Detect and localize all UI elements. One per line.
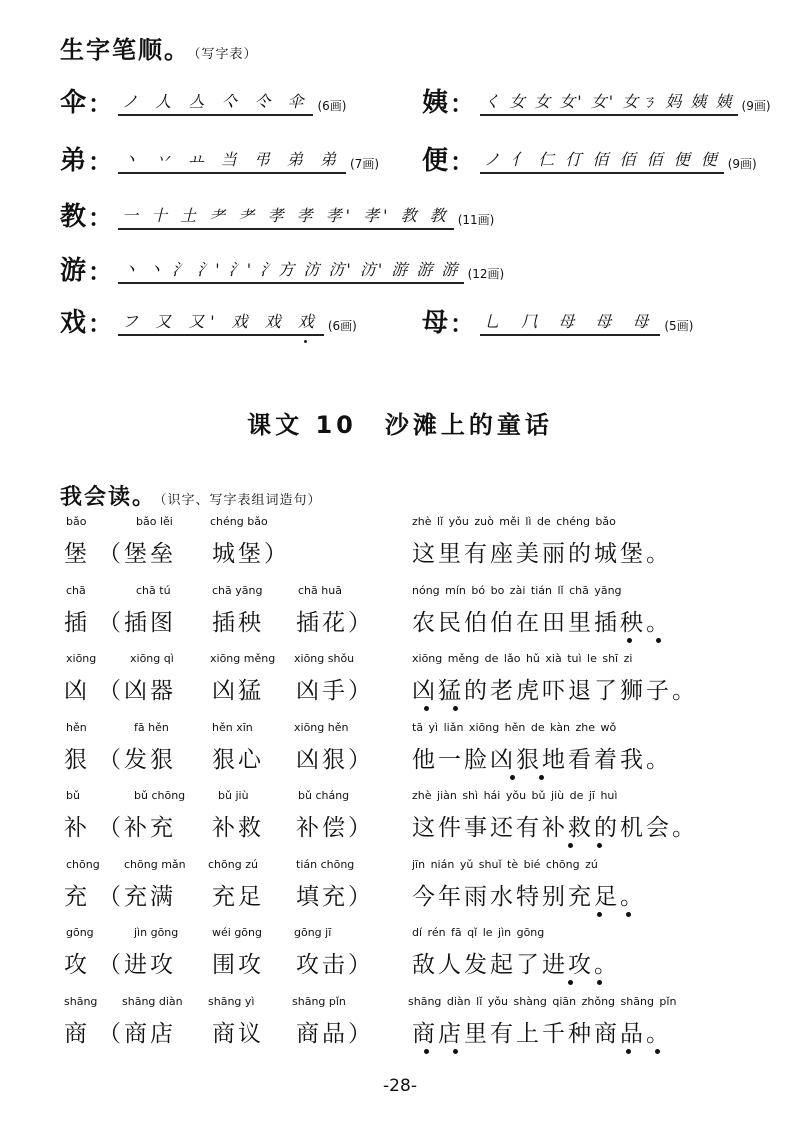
char-pinyin: shāng <box>64 995 98 1008</box>
sentence: 他一脸凶狠地看着我。 <box>412 747 672 773</box>
stroke-sequence: 乚 𠘨 母 母 母 <box>480 313 660 336</box>
colon: ： <box>88 204 113 232</box>
word-pinyin: shāng diàn <box>122 995 183 1008</box>
emphasis-dot <box>597 980 602 985</box>
reading-row <box>0 584 800 644</box>
colon: ： <box>450 148 475 176</box>
char: 狠 <box>64 747 90 773</box>
emphasis-dot <box>655 1049 660 1054</box>
word: （插图 <box>98 610 176 636</box>
emphasis-dot <box>597 912 602 917</box>
stroke-sequence: 丶 丶 氵 氵' 氵' 氵方 汸 汸' 汸' 游 游 游 <box>118 261 464 284</box>
word-pinyin: bǎo lěi <box>136 515 173 528</box>
emphasis-dot <box>597 843 602 848</box>
stroke-entry <box>60 190 494 230</box>
stroke-char: 伞 <box>60 88 87 118</box>
sentence-pinyin: shāng diàn lǐ yǒu shàng qiān zhǒng shāng pǐn <box>408 995 677 1008</box>
stroke-order-heading <box>60 30 258 65</box>
colon: ： <box>450 90 475 118</box>
colon: ： <box>88 148 113 176</box>
reading-row <box>0 926 800 986</box>
char: 充 <box>64 884 90 910</box>
word-pinyin: chā yāng <box>212 584 263 597</box>
emphasis-dot <box>626 1049 631 1054</box>
stroke-count: (9画) <box>727 157 757 171</box>
word: 凶狠） <box>296 747 374 773</box>
stroke-entry <box>60 296 357 336</box>
stroke-char: 教 <box>60 202 87 232</box>
word: 插秧 <box>212 610 264 636</box>
stroke-sequence: フ 又 又' 戏 戏 戏 <box>118 313 324 336</box>
word: （补充 <box>98 815 176 841</box>
stroke-char: 姨 <box>422 88 449 118</box>
word-pinyin: chā tú <box>136 584 171 597</box>
word: 攻击） <box>296 952 374 978</box>
emphasis-dot <box>539 775 544 780</box>
reading-row <box>0 858 800 918</box>
emphasis-dot <box>453 706 458 711</box>
stroke-sequence: 丶 丷 ㅛ 当 弔 弟 弟 <box>118 151 346 174</box>
word-pinyin: xiōng měng <box>210 652 276 665</box>
word-pinyin: shāng pǐn <box>292 995 346 1008</box>
sentence-pinyin: dí rén fā qǐ le jìn gōng <box>412 926 545 939</box>
reading-note: （识字、写字表组词造句） <box>160 493 322 508</box>
stroke-entry <box>60 134 379 174</box>
stroke-count: (6画) <box>317 99 347 113</box>
sentence: 敌人发起了进攻。 <box>412 952 620 978</box>
emphasis-dot <box>510 775 515 780</box>
word-pinyin: shāng yì <box>208 995 255 1008</box>
word-pinyin: fā hěn <box>134 721 169 734</box>
word-pinyin: xiōng qì <box>130 652 174 665</box>
scan-speck <box>304 340 307 343</box>
char-pinyin: chā <box>66 584 86 597</box>
emphasis-dot <box>568 980 573 985</box>
stroke-entry <box>60 76 346 116</box>
stroke-entry <box>422 296 693 336</box>
emphasis-dot <box>626 912 631 917</box>
word: 凶手） <box>296 678 374 704</box>
stroke-char: 便 <box>422 146 449 176</box>
word-pinyin: bǔ cháng <box>298 789 350 802</box>
char-pinyin: xiōng <box>66 652 97 665</box>
stroke-char: 游 <box>60 256 87 286</box>
word-pinyin: wéi gōng <box>212 926 262 939</box>
emphasis-dot <box>453 1049 458 1054</box>
word-pinyin: chéng bǎo <box>210 515 268 528</box>
word: （充满 <box>98 884 176 910</box>
word: 商品） <box>296 1021 374 1047</box>
char-pinyin: bǎo <box>66 515 87 528</box>
word-pinyin: chā huā <box>298 584 342 597</box>
sentence-pinyin: xiōng měng de lǎo hǔ xià tuì le shī zi <box>412 652 633 665</box>
word-pinyin: gōng jī <box>294 926 332 939</box>
stroke-sequence: く 女 女 女' 女' 女ㄋ 妈 姨 姨 <box>480 93 738 116</box>
sentence-pinyin: zhè lǐ yǒu zuò měi lì de chéng bǎo <box>412 515 616 528</box>
stroke-count: (12画) <box>467 267 505 281</box>
word: 围攻 <box>212 952 264 978</box>
word: （进攻 <box>98 952 176 978</box>
char: 商 <box>64 1021 90 1047</box>
stroke-char: 母 <box>422 308 449 338</box>
word: （凶器 <box>98 678 176 704</box>
char: 攻 <box>64 952 90 978</box>
stroke-sequence: ノ 亻 仁 仃 佰 佰 佰 便 便 <box>480 151 724 174</box>
stroke-sequence: 一 十 土 耂 耂 孝 孝 孝' 孝' 教 教 <box>118 207 454 230</box>
char-pinyin: hěn <box>66 721 87 734</box>
char: 插 <box>64 610 90 636</box>
sentence: 这件事还有补救的机会。 <box>412 815 698 841</box>
sentence-pinyin: nóng mín bó bo zài tián lǐ chā yāng <box>412 584 622 597</box>
sentence: 农民伯伯在田里插秧。 <box>412 610 672 636</box>
stroke-count: (11画) <box>457 213 495 227</box>
stroke-entry <box>422 76 771 116</box>
word: 商议 <box>212 1021 264 1047</box>
stroke-char: 弟 <box>60 146 87 176</box>
stroke-order-note: （写字表） <box>194 47 258 62</box>
reading-row <box>0 515 800 575</box>
reading-row <box>0 652 800 712</box>
word: 补偿） <box>296 815 374 841</box>
lesson-title: 课文 10 沙滩上的童话 <box>247 411 553 439</box>
stroke-entry <box>60 244 504 284</box>
sentence-pinyin: jīn nián yǔ shuǐ tè bié chōng zú <box>412 858 598 871</box>
word-pinyin: xiōng shǒu <box>294 652 355 665</box>
word: 凶猛 <box>212 678 264 704</box>
word-pinyin: tián chōng <box>296 858 355 871</box>
stroke-count: (9画) <box>741 99 771 113</box>
char: 补 <box>64 815 90 841</box>
char: 堡 <box>64 541 90 567</box>
sentence: 这里有座美丽的城堡。 <box>412 541 672 567</box>
emphasis-dot <box>627 638 632 643</box>
emphasis-dot <box>656 638 661 643</box>
char-pinyin: chōng <box>66 858 100 871</box>
colon: ： <box>88 310 113 338</box>
stroke-entry <box>422 134 757 174</box>
reading-row <box>0 721 800 781</box>
stroke-order-title: 生字笔顺。 <box>60 36 190 64</box>
char-pinyin: bǔ <box>66 789 80 802</box>
word-pinyin: bǔ chōng <box>134 789 186 802</box>
word: （商店 <box>98 1021 176 1047</box>
word: （发狠 <box>98 747 176 773</box>
word-pinyin: xiōng hěn <box>294 721 349 734</box>
word-pinyin: chōng mǎn <box>124 858 186 871</box>
stroke-count: (7画) <box>350 157 379 171</box>
stroke-count: (6画) <box>327 319 357 333</box>
word-pinyin: hěn xīn <box>212 721 253 734</box>
word: 充足 <box>212 884 264 910</box>
word: 插花） <box>296 610 374 636</box>
sentence: 商店里有上千种商品。 <box>412 1021 672 1047</box>
colon: ： <box>88 258 113 286</box>
emphasis-dot <box>424 1049 429 1054</box>
word-pinyin: chōng zú <box>208 858 258 871</box>
stroke-sequence: ノ 人 亼 亽 仒 伞 <box>118 93 313 116</box>
reading-row <box>0 789 800 849</box>
page-number: -28- <box>383 1076 417 1096</box>
sentence: 今年雨水特别充足。 <box>412 884 646 910</box>
word: 填充） <box>296 884 374 910</box>
word-pinyin: bǔ jiù <box>218 789 249 802</box>
reading-heading <box>60 480 322 511</box>
word: 补救 <box>212 815 264 841</box>
word: 城堡） <box>212 541 290 567</box>
sentence: 凶猛的老虎吓退了狮子。 <box>412 678 698 704</box>
reading-row <box>0 995 800 1055</box>
emphasis-dot <box>568 843 573 848</box>
word-pinyin: jìn gōng <box>134 926 179 939</box>
char-pinyin: gōng <box>66 926 94 939</box>
word: 狠心 <box>212 747 264 773</box>
sentence-pinyin: zhè jiàn shì hái yǒu bǔ jiù de jī huì <box>412 789 618 802</box>
colon: ： <box>450 310 475 338</box>
reading-title: 我会读。 <box>60 485 157 510</box>
stroke-char: 戏 <box>60 308 87 338</box>
char: 凶 <box>64 678 90 704</box>
sentence-pinyin: tā yì liǎn xiōng hěn de kàn zhe wǒ <box>412 721 617 734</box>
word: （堡垒 <box>98 541 176 567</box>
colon: ： <box>88 90 113 118</box>
emphasis-dot <box>424 706 429 711</box>
stroke-count: (5画) <box>664 319 694 333</box>
